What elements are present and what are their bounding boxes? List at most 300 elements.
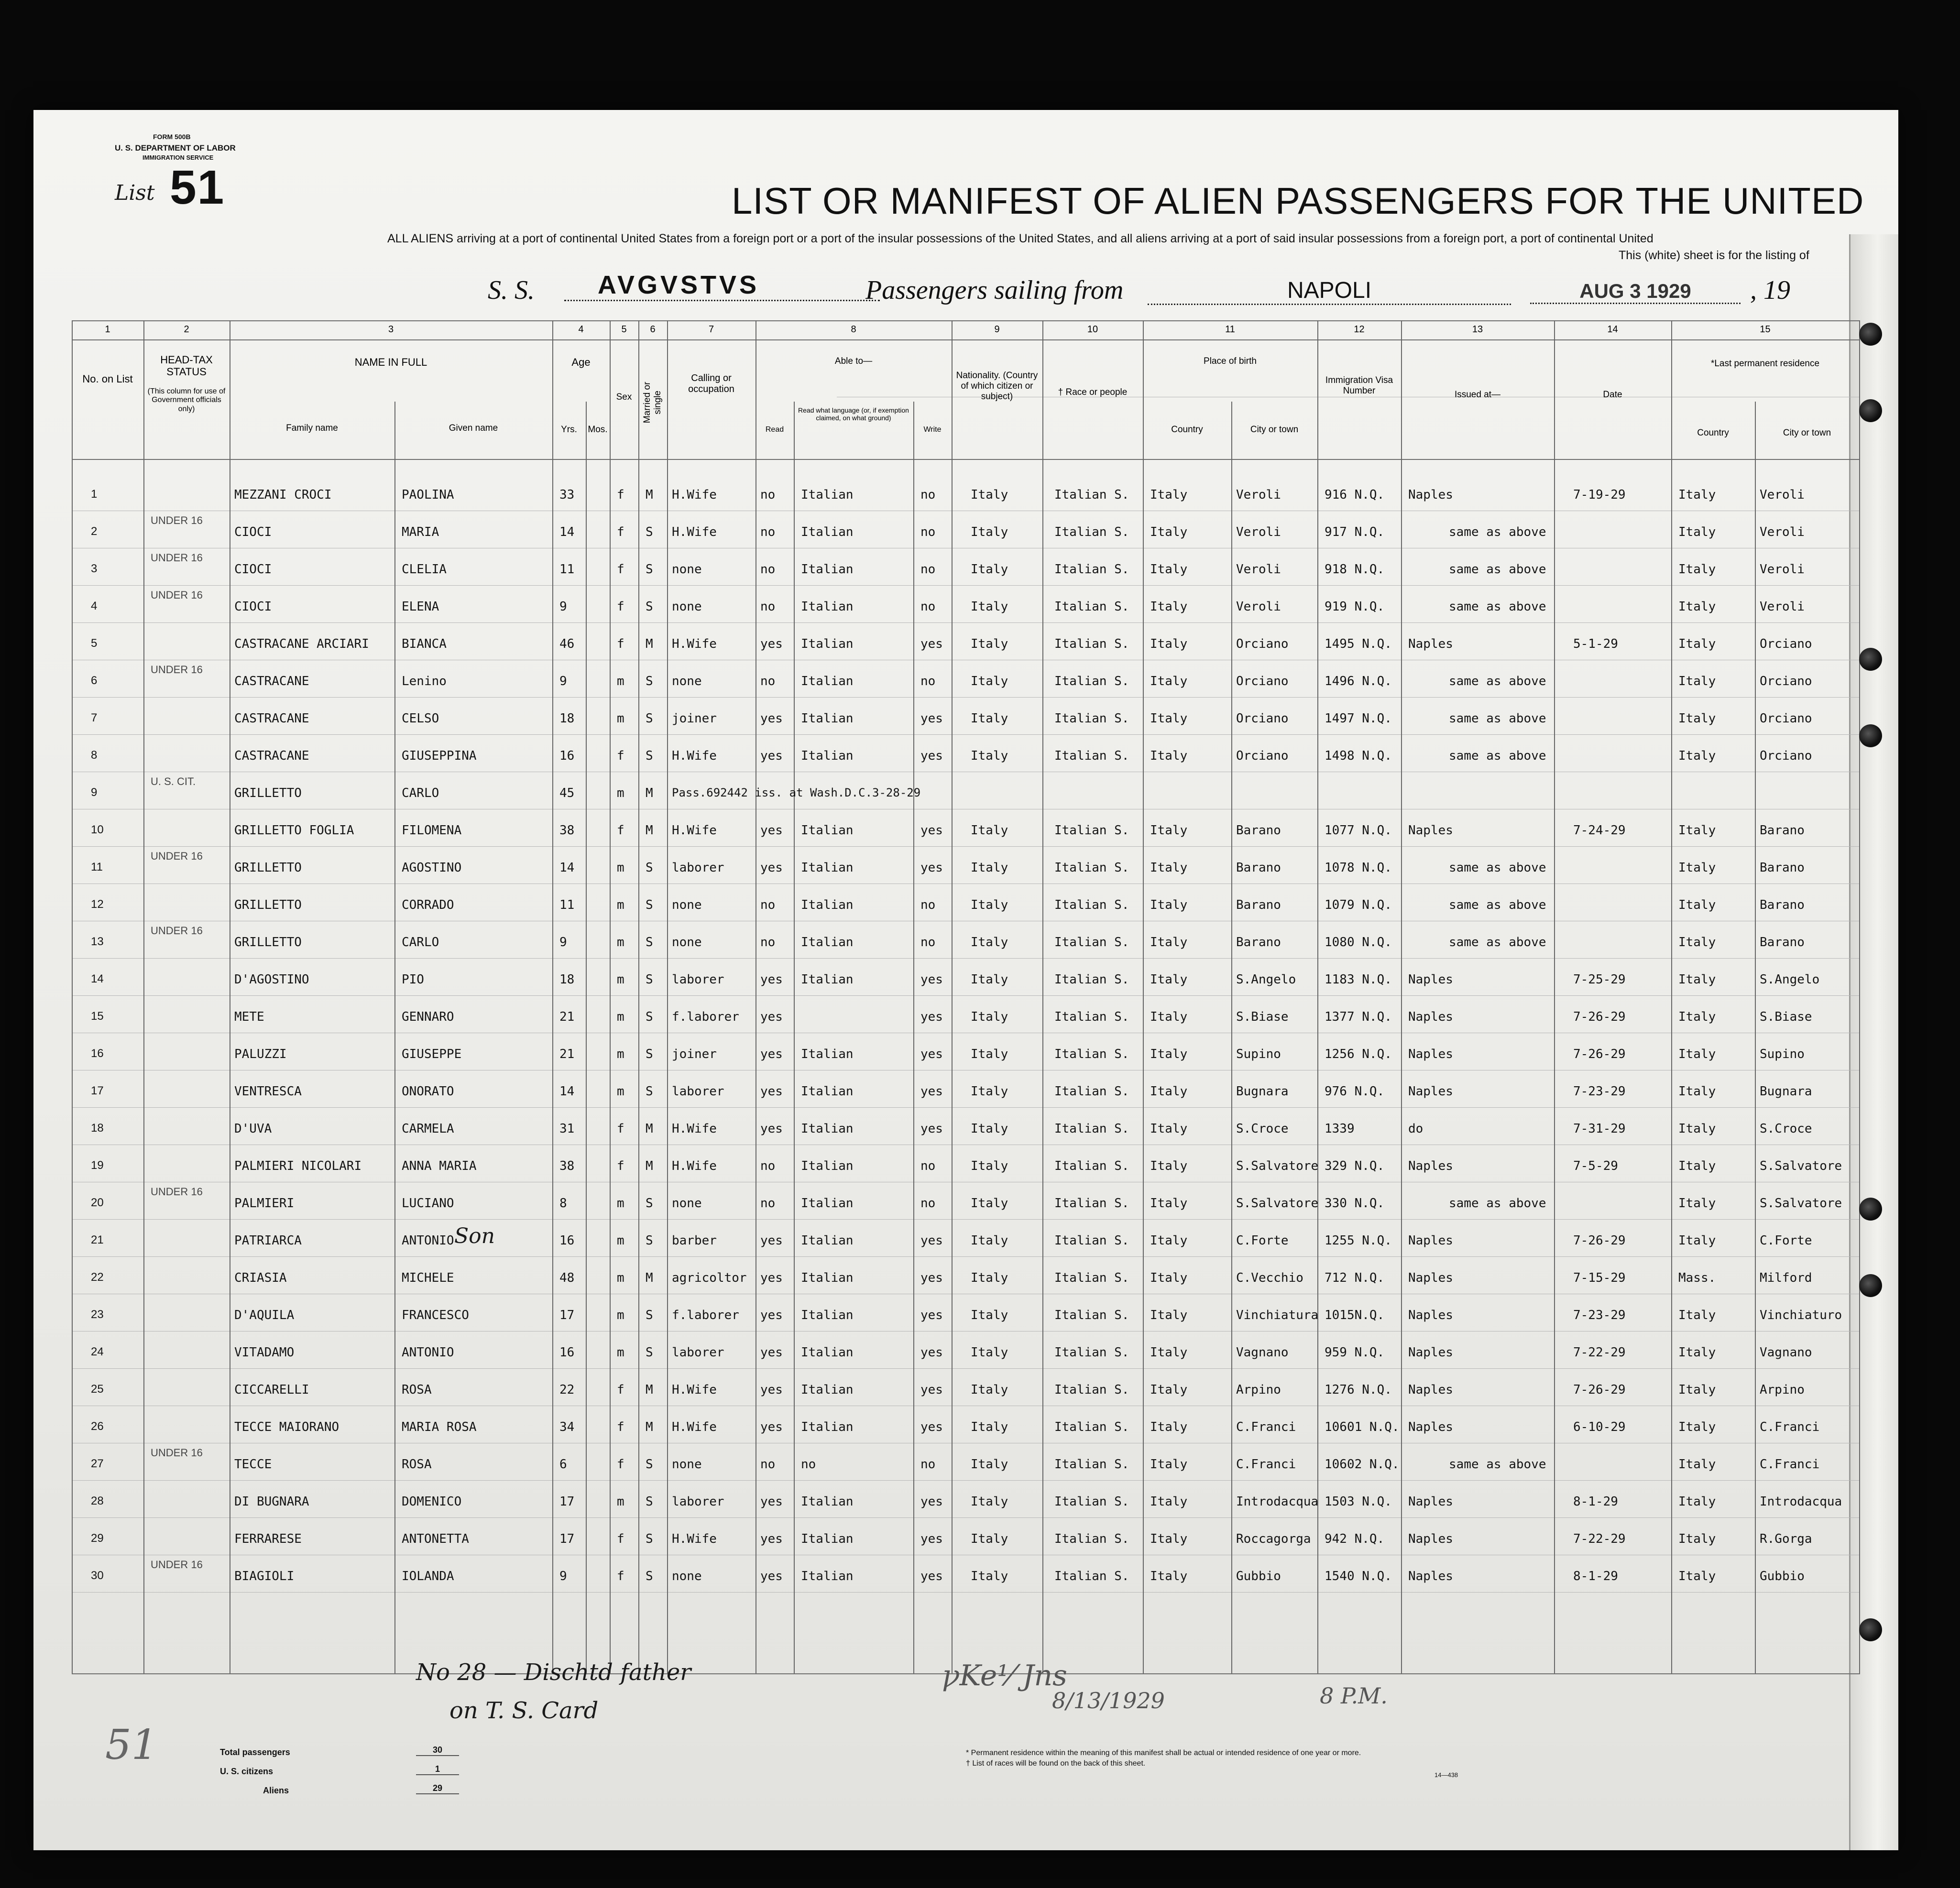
cell-visa-number: 1339 — [1325, 1122, 1355, 1136]
cell-age-years: 33 — [559, 488, 575, 502]
cell-marital-status: M — [646, 488, 653, 502]
colnum-14: 14 — [1607, 324, 1618, 335]
cell-family-name: GRILLETTO — [234, 935, 302, 949]
note-line-1: No 28 — Dischtd father — [416, 1659, 691, 1686]
cell-can-read: yes — [760, 1532, 783, 1546]
cell-occupation: joiner — [672, 1047, 717, 1061]
cell-read-language: Italian — [801, 1084, 854, 1099]
cell-occupation: Pass.692442 iss. at Wash.D.C.3-28-29 — [672, 786, 921, 799]
cell-nationality: Italy — [971, 972, 1008, 987]
cell-residence-country: Italy — [1678, 1233, 1716, 1248]
hdr-family-name: Family name — [286, 423, 338, 433]
year-suffix: , 19 — [1750, 275, 1790, 305]
cell-birth-country: Italy — [1150, 1345, 1188, 1360]
cell-birth-country: Italy — [1150, 823, 1188, 838]
cell-nationality: Italy — [971, 1271, 1008, 1285]
cell-family-name: DI BUGNARA — [234, 1495, 309, 1509]
hdr-married: Married or single — [642, 382, 663, 424]
cell-residence-city: S.Croce — [1760, 1122, 1812, 1136]
cell-residence-country: Italy — [1678, 1122, 1716, 1136]
ss-label: S. S. — [488, 275, 535, 305]
cell-head-tax-status: UNDER 16 — [151, 552, 203, 564]
cell-sex: f — [617, 562, 624, 577]
cell-residence-city: Barano — [1760, 898, 1805, 912]
cell-age-years: 34 — [559, 1420, 575, 1434]
hdr-name-in-full: NAME IN FULL — [354, 356, 427, 368]
cell-age-years: 31 — [559, 1122, 575, 1136]
cell-visa-number: 942 N.Q. — [1325, 1532, 1385, 1546]
cell-residence-city: S.Salvatore — [1760, 1196, 1842, 1211]
cell-marital-status: S — [646, 1010, 653, 1024]
hdr-race: † Race or people — [1058, 387, 1128, 397]
cell-family-name: TECCE MAIORANO — [234, 1420, 339, 1434]
hdr-calling: Calling or occupation — [688, 373, 734, 394]
cell-read-language: Italian — [801, 488, 854, 502]
cell-issued-at: Naples — [1408, 1010, 1453, 1024]
cell-row-number: 3 — [91, 562, 98, 575]
cell-can-write: no — [920, 488, 936, 502]
table-row — [72, 473, 1860, 511]
cell-issued-at: same as above — [1449, 525, 1546, 539]
cell-marital-status: S — [646, 711, 653, 726]
cell-sex: m — [617, 972, 624, 987]
cell-can-write: yes — [920, 1084, 943, 1099]
cell-birth-country: Italy — [1150, 600, 1188, 614]
cell-issued-at: Naples — [1408, 1495, 1453, 1509]
cell-residence-city: Veroli — [1760, 600, 1805, 614]
cell-row-number: 4 — [91, 600, 98, 612]
cell-visa-number: 1183 N.Q. — [1325, 972, 1392, 987]
cell-issued-at: same as above — [1449, 1196, 1546, 1211]
cell-visa-number: 10602 N.Q. — [1325, 1457, 1400, 1472]
cell-age-years: 18 — [559, 711, 575, 726]
cell-sex: m — [617, 786, 624, 800]
cell-given-name: ANNA MARIA — [402, 1159, 477, 1173]
cell-age-years: 9 — [559, 935, 567, 949]
cell-race-people: Italian S. — [1054, 1047, 1129, 1061]
cell-issued-at: Naples — [1408, 823, 1453, 838]
cell-residence-country: Italy — [1678, 749, 1716, 763]
cell-can-read: yes — [760, 749, 783, 763]
cell-can-write: yes — [920, 1308, 943, 1322]
cell-can-read: yes — [760, 861, 783, 875]
us-citizens-label: U. S. citizens — [220, 1767, 274, 1776]
cell-visa-number: 1080 N.Q. — [1325, 935, 1392, 949]
cell-can-write: yes — [920, 637, 943, 651]
cell-given-name: CELSO — [402, 711, 439, 726]
cell-can-write: yes — [920, 1271, 943, 1285]
cell-birth-country: Italy — [1150, 1457, 1188, 1472]
cell-row-number: 30 — [91, 1569, 104, 1582]
cell-can-read: yes — [760, 1047, 783, 1061]
cell-issued-at: Naples — [1408, 972, 1453, 987]
cell-read-language: Italian — [801, 525, 854, 539]
cell-visa-number: 1078 N.Q. — [1325, 861, 1392, 875]
cell-birth-country: Italy — [1150, 1271, 1188, 1285]
cell-age-years: 16 — [559, 1345, 575, 1360]
cell-residence-city: Veroli — [1760, 562, 1805, 577]
cell-can-read: no — [760, 935, 776, 949]
cell-marital-status: S — [646, 1308, 653, 1322]
cell-row-number: 29 — [91, 1532, 104, 1545]
cell-occupation: none — [672, 935, 702, 949]
cell-can-read: no — [760, 1196, 776, 1211]
cell-can-read: no — [760, 525, 776, 539]
cell-visa-number: 919 N.Q. — [1325, 600, 1385, 614]
cell-birth-city: Supino — [1236, 1047, 1281, 1061]
cell-family-name: BIAGIOLI — [234, 1569, 295, 1583]
cell-marital-status: M — [646, 823, 653, 838]
cell-sex: m — [617, 1308, 624, 1322]
cell-can-read: yes — [760, 972, 783, 987]
colnum-15: 15 — [1760, 324, 1771, 335]
cell-can-read: no — [760, 488, 776, 502]
table-row — [72, 1406, 1860, 1443]
cell-given-name: ANTONETTA — [402, 1532, 469, 1546]
cell-sex: f — [617, 749, 624, 763]
hdr-write: Write — [923, 426, 942, 434]
son-note: Son — [454, 1224, 495, 1248]
cell-marital-status: M — [646, 637, 653, 651]
cell-issued-at: Naples — [1408, 1569, 1453, 1583]
cell-read-language: Italian — [801, 1345, 854, 1360]
cell-head-tax-status: UNDER 16 — [151, 925, 203, 937]
cell-sex: m — [617, 1345, 624, 1360]
cell-residence-city: C.Forte — [1760, 1233, 1812, 1248]
cell-family-name: GRILLETTO — [234, 898, 302, 912]
cell-residence-city: R.Gorga — [1760, 1532, 1812, 1546]
cell-row-number: 8 — [91, 749, 98, 762]
margin-51: 51 — [105, 1721, 158, 1769]
table-row — [72, 884, 1860, 921]
cell-age-years: 21 — [559, 1047, 575, 1061]
cell-family-name: D'UVA — [234, 1122, 272, 1136]
cell-age-years: 18 — [559, 972, 575, 987]
cell-race-people: Italian S. — [1054, 1196, 1129, 1211]
cell-race-people: Italian S. — [1054, 898, 1129, 912]
cell-visa-date: 8-1-29 — [1573, 1569, 1618, 1583]
cell-residence-country: Italy — [1678, 1383, 1716, 1397]
cell-residence-city: Vinchiaturo — [1760, 1308, 1842, 1322]
cell-row-number: 2 — [91, 525, 98, 538]
cell-residence-country: Italy — [1678, 1420, 1716, 1434]
cell-visa-date: 7-23-29 — [1573, 1308, 1626, 1322]
cell-visa-number: 10601 N.Q. — [1325, 1420, 1400, 1434]
cell-issued-at: Naples — [1408, 637, 1453, 651]
cell-birth-city: Veroli — [1236, 562, 1281, 577]
cell-marital-status: S — [646, 749, 653, 763]
cell-residence-country: Italy — [1678, 1495, 1716, 1509]
cell-race-people: Italian S. — [1054, 1233, 1129, 1248]
cell-nationality: Italy — [971, 861, 1008, 875]
cell-birth-country: Italy — [1150, 1420, 1188, 1434]
cell-read-language: Italian — [801, 1532, 854, 1546]
cell-given-name: FILOMENA — [402, 823, 462, 838]
cell-residence-country: Italy — [1678, 935, 1716, 949]
cell-residence-city: Orciano — [1760, 637, 1812, 651]
cell-family-name: CIOCI — [234, 600, 272, 614]
cell-visa-number: 1015N.Q. — [1325, 1308, 1385, 1322]
cell-read-language: Italian — [801, 562, 854, 577]
cell-occupation: H.Wife — [672, 1383, 717, 1397]
table-row — [72, 1480, 1860, 1517]
instructions-line-1: ALL ALIENS arriving at a port of continental United States from a foreign port or a port of the insular possessions of the United States, and all aliens arriving at a port of said insular possessions from a foreign port, a port of continental United — [387, 232, 1653, 245]
cell-read-language: Italian — [801, 711, 854, 726]
cell-marital-status: S — [646, 562, 653, 577]
hdr-able-to: Able to— — [834, 356, 873, 366]
cell-given-name: CLELIA — [402, 562, 447, 577]
cell-birth-city: Introdacqua — [1236, 1495, 1319, 1509]
department-label: U. S. DEPARTMENT OF LABOR — [115, 143, 236, 153]
cell-nationality: Italy — [971, 1420, 1008, 1434]
cell-can-write: yes — [920, 1233, 943, 1248]
cell-occupation: laborer — [672, 1345, 724, 1360]
cell-issued-at: Naples — [1408, 1420, 1453, 1434]
hdr-sex: Sex — [616, 392, 632, 402]
cell-issued-at: same as above — [1449, 600, 1546, 614]
cell-age-years: 14 — [559, 525, 575, 539]
cell-head-tax-status: UNDER 16 — [151, 850, 203, 862]
cell-can-read: yes — [760, 1084, 783, 1099]
cell-can-write: no — [920, 600, 936, 614]
hdr-place-of-birth: Place of birth — [1204, 356, 1257, 366]
hdr-read: Read — [765, 426, 784, 434]
cell-can-write: yes — [920, 711, 943, 726]
cell-row-number: 9 — [91, 786, 98, 799]
cell-can-write: no — [920, 1457, 936, 1472]
departure-port: NAPOLI — [1148, 277, 1511, 305]
cell-visa-date: 8-1-29 — [1573, 1495, 1618, 1509]
binder-hole — [1859, 648, 1882, 671]
cell-nationality: Italy — [971, 1308, 1008, 1322]
cell-can-write: yes — [920, 749, 943, 763]
cell-residence-city: C.Franci — [1760, 1457, 1820, 1472]
cell-race-people: Italian S. — [1054, 1420, 1129, 1434]
cell-birth-city: Bugnara — [1236, 1084, 1289, 1099]
table-row — [72, 995, 1860, 1033]
cell-visa-date: 7-26-29 — [1573, 1047, 1626, 1061]
cell-residence-city: Arpino — [1760, 1383, 1805, 1397]
cell-race-people: Italian S. — [1054, 1569, 1129, 1583]
cell-can-write: no — [920, 1196, 936, 1211]
cell-birth-country: Italy — [1150, 1532, 1188, 1546]
hdr-head-tax: HEAD-TAX STATUS — [160, 354, 213, 378]
cell-row-number: 10 — [91, 823, 104, 836]
cell-birth-country: Italy — [1150, 711, 1188, 726]
cell-residence-country: Mass. — [1678, 1271, 1716, 1285]
cell-nationality: Italy — [971, 935, 1008, 949]
cell-visa-date: 7-23-29 — [1573, 1084, 1626, 1099]
cell-family-name: FERRARESE — [234, 1532, 302, 1546]
cell-given-name: ROSA — [402, 1383, 432, 1397]
total-passengers-label: Total passengers — [220, 1747, 290, 1757]
cell-race-people: Italian S. — [1054, 749, 1129, 763]
cell-birth-country: Italy — [1150, 972, 1188, 987]
cell-can-read: no — [760, 674, 776, 688]
cell-visa-date: 7-25-29 — [1573, 972, 1626, 987]
cell-row-number: 6 — [91, 674, 98, 687]
cell-family-name: CIOCI — [234, 525, 272, 539]
table-row — [72, 958, 1860, 995]
cell-residence-country: Italy — [1678, 1010, 1716, 1024]
table-row — [72, 660, 1860, 697]
cell-given-name: CORRADO — [402, 898, 454, 912]
cell-issued-at: same as above — [1449, 749, 1546, 763]
cell-birth-city: S.Salvatore — [1236, 1196, 1319, 1211]
table-row — [72, 1443, 1860, 1480]
cell-residence-city: Barano — [1760, 935, 1805, 949]
cell-row-number: 5 — [91, 637, 98, 650]
cell-race-people: Italian S. — [1054, 711, 1129, 726]
cell-can-write: yes — [920, 1122, 943, 1136]
cell-read-language: Italian — [801, 749, 854, 763]
cell-can-write: yes — [920, 1010, 943, 1024]
table-row — [72, 1294, 1860, 1331]
cell-birth-country: Italy — [1150, 898, 1188, 912]
cell-row-number: 14 — [91, 972, 104, 985]
cell-age-years: 16 — [559, 1233, 575, 1248]
cell-race-people: Italian S. — [1054, 1532, 1129, 1546]
cell-sex: m — [617, 711, 624, 726]
cell-issued-at: same as above — [1449, 898, 1546, 912]
cell-family-name: CASTRACANE ARCIARI — [234, 637, 369, 651]
binder-hole — [1859, 1618, 1882, 1641]
cell-age-years: 14 — [559, 1084, 575, 1099]
cell-family-name: CASTRACANE — [234, 749, 309, 763]
cell-row-number: 12 — [91, 898, 104, 911]
cell-marital-status: M — [646, 786, 653, 800]
list-number: 51 — [170, 161, 225, 214]
table-row — [72, 511, 1860, 548]
cell-can-read: yes — [760, 1569, 783, 1583]
cell-age-years: 6 — [559, 1457, 567, 1472]
cell-read-language: Italian — [801, 1383, 854, 1397]
cell-can-read: yes — [760, 1122, 783, 1136]
colnum-7: 7 — [708, 324, 714, 335]
cell-head-tax-status: UNDER 16 — [151, 664, 203, 676]
cell-row-number: 22 — [91, 1271, 104, 1284]
sailing-label: Passengers sailing from — [865, 275, 1124, 305]
cell-age-years: 14 — [559, 861, 575, 875]
cell-visa-number: 1255 N.Q. — [1325, 1233, 1392, 1248]
cell-family-name: PALMIERI — [234, 1196, 295, 1211]
cell-birth-country: Italy — [1150, 1010, 1188, 1024]
cell-family-name: MEZZANI CROCI — [234, 488, 332, 502]
cell-sex: m — [617, 1196, 624, 1211]
table-row — [72, 1368, 1860, 1406]
cell-residence-country: Italy — [1678, 861, 1716, 875]
cell-nationality: Italy — [971, 1010, 1008, 1024]
cell-occupation: H.Wife — [672, 1420, 717, 1434]
cell-given-name: FRANCESCO — [402, 1308, 469, 1322]
cell-sex: f — [617, 637, 624, 651]
cell-birth-city: S.Angelo — [1236, 972, 1296, 987]
cell-can-read: yes — [760, 1271, 783, 1285]
cell-sex: m — [617, 1047, 624, 1061]
cell-residence-country: Italy — [1678, 1047, 1716, 1061]
cell-can-write: no — [920, 935, 936, 949]
cell-occupation: none — [672, 1569, 702, 1583]
cell-occupation: H.Wife — [672, 1122, 717, 1136]
cell-visa-date: 7-5-29 — [1573, 1159, 1618, 1173]
colnum-3: 3 — [388, 324, 394, 335]
cell-issued-at: Naples — [1408, 1271, 1453, 1285]
hdr-head-tax-note: (This column for use of Government officials only) — [147, 387, 226, 413]
cell-birth-country: Italy — [1150, 488, 1188, 502]
cell-row-number: 24 — [91, 1345, 104, 1358]
cell-issued-at: same as above — [1449, 562, 1546, 577]
cell-age-years: 21 — [559, 1010, 575, 1024]
cell-birth-country: Italy — [1150, 1308, 1188, 1322]
hdr-issued-at: Issued at— — [1454, 390, 1501, 400]
cell-birth-country: Italy — [1150, 637, 1188, 651]
cell-given-name: IOLANDA — [402, 1569, 454, 1583]
hdr-visa: Immigration Visa Number — [1325, 375, 1393, 396]
hdr-birth-country: Country — [1171, 425, 1203, 435]
cell-race-people: Italian S. — [1054, 1345, 1129, 1360]
cell-visa-date: 5-1-29 — [1573, 637, 1618, 651]
colnum-13: 13 — [1472, 324, 1483, 335]
cell-visa-number: 1495 N.Q. — [1325, 637, 1392, 651]
cell-head-tax-status: UNDER 16 — [151, 1447, 203, 1459]
footnote-residence: * Permanent residence within the meaning of this manifest shall be actual or intended residence of one year or more. — [966, 1749, 1361, 1757]
cell-sex: f — [617, 1457, 624, 1472]
cell-race-people: Italian S. — [1054, 972, 1129, 987]
cell-birth-country: Italy — [1150, 1084, 1188, 1099]
cell-family-name: TECCE — [234, 1457, 272, 1472]
cell-sex: f — [617, 1159, 624, 1173]
cell-nationality: Italy — [971, 1569, 1008, 1583]
cell-nationality: Italy — [971, 488, 1008, 502]
cell-can-read: yes — [760, 1345, 783, 1360]
cell-issued-at: Naples — [1408, 1084, 1453, 1099]
cell-visa-date: 7-22-29 — [1573, 1345, 1626, 1360]
cell-can-read: yes — [760, 1420, 783, 1434]
cell-occupation: laborer — [672, 861, 724, 875]
cell-age-years: 17 — [559, 1495, 575, 1509]
cell-can-write: no — [920, 898, 936, 912]
cell-sex: f — [617, 1569, 624, 1583]
cell-read-language: Italian — [801, 1420, 854, 1434]
cell-birth-city: C.Franci — [1236, 1457, 1296, 1472]
cell-birth-city: Arpino — [1236, 1383, 1281, 1397]
cell-residence-city: S.Biase — [1760, 1010, 1812, 1024]
cell-birth-city: Barano — [1236, 898, 1281, 912]
hdr-birth-city: City or town — [1250, 425, 1299, 435]
cell-birth-city: Veroli — [1236, 600, 1281, 614]
cell-birth-city: S.Biase — [1236, 1010, 1289, 1024]
cell-can-write: yes — [920, 1047, 943, 1061]
cell-marital-status: S — [646, 972, 653, 987]
cell-can-read: yes — [760, 1495, 783, 1509]
cell-visa-date: 7-24-29 — [1573, 823, 1626, 838]
cell-residence-city: Milford — [1760, 1271, 1812, 1285]
cell-family-name: GRILLETTO — [234, 786, 302, 800]
cell-residence-city: Orciano — [1760, 674, 1812, 688]
cell-age-years: 38 — [559, 1159, 575, 1173]
cell-birth-country: Italy — [1150, 1159, 1188, 1173]
cell-issued-at: Naples — [1408, 488, 1453, 502]
binder-hole — [1859, 1274, 1882, 1297]
aliens-value: 29 — [416, 1783, 459, 1794]
cell-read-language: Italian — [801, 600, 854, 614]
cell-nationality: Italy — [971, 1084, 1008, 1099]
cell-given-name: MICHELE — [402, 1271, 454, 1285]
table-row — [72, 809, 1860, 846]
cell-row-number: 13 — [91, 935, 104, 948]
cell-marital-status: S — [646, 935, 653, 949]
cell-given-name: CARLO — [402, 786, 439, 800]
